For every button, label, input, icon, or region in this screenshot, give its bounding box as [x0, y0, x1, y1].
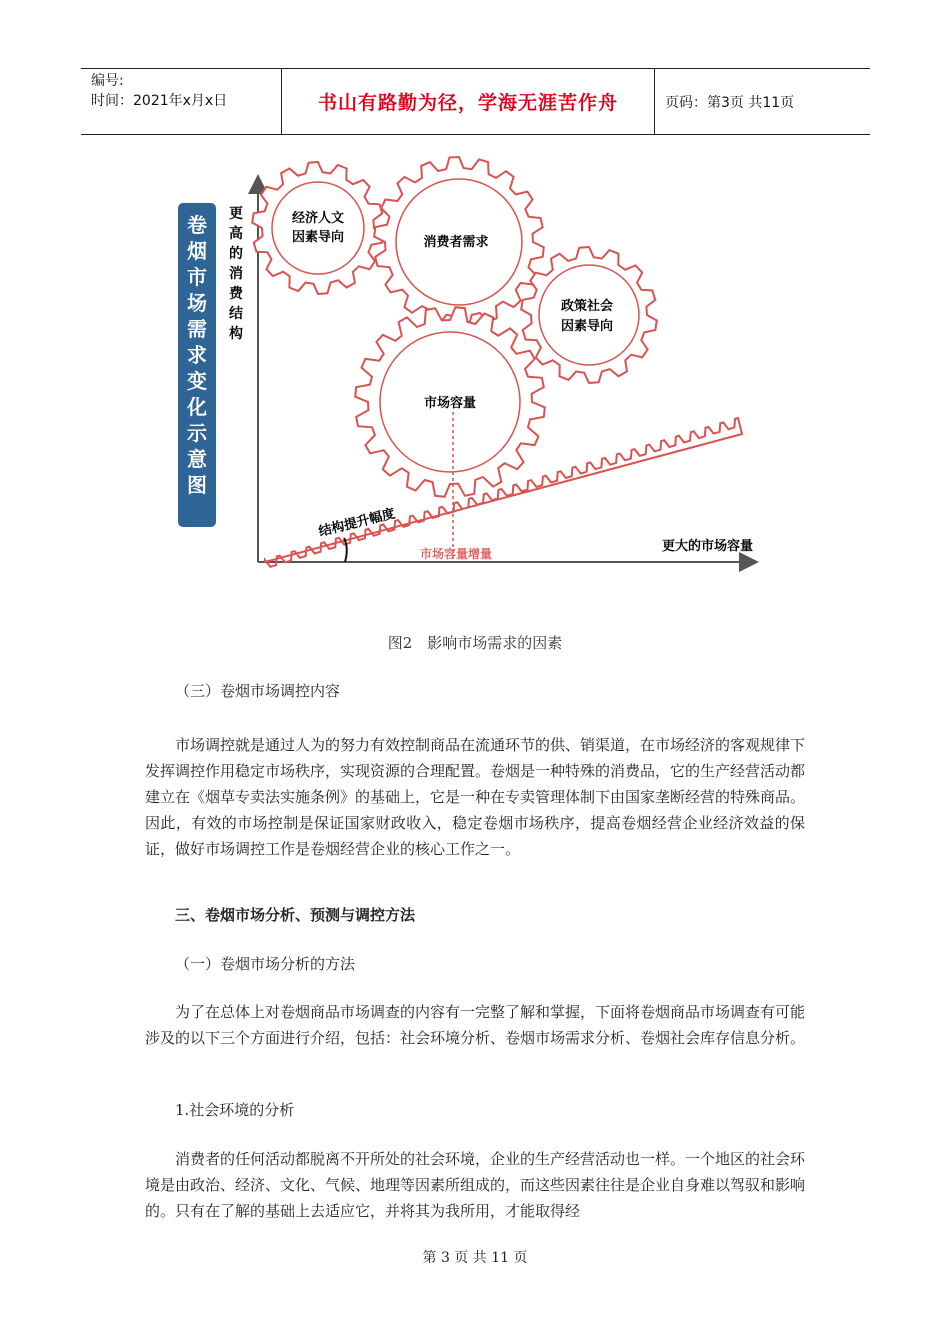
paragraph-analysis-intro: 为了在总体上对卷烟商品市场调查的内容有一完整了解和掌握，下面将卷烟商品市场调查有可能涉及的以下三个方面进行介绍，包括：社会环境分析、卷烟市场需求分析、卷烟社会库存信息分析。	[145, 1003, 806, 1047]
side-title-char: 示	[187, 421, 207, 445]
side-title-char: 场	[187, 291, 207, 315]
market-demand-diagram	[140, 150, 810, 610]
angle-mark	[344, 538, 347, 562]
side-title-char: 化	[187, 395, 207, 419]
subheading-1: （一）卷烟市场分析的方法	[175, 955, 356, 973]
figure-caption: 图2 影响市场需求的因素	[387, 634, 563, 652]
side-title-char: 需	[187, 317, 207, 341]
header-time: 时间：2021年x月x日	[91, 93, 228, 109]
gear-2-label: 消费者需求	[423, 235, 489, 250]
heading-section-3: 三、卷烟市场分析、预测与调控方法	[175, 906, 416, 924]
subheading-3: （三）卷烟市场调控内容	[175, 682, 341, 700]
gear-policy-social	[521, 247, 657, 383]
y-axis-label-char: 更	[229, 206, 243, 222]
increase-label: 市场容量增量	[420, 547, 493, 561]
header-page-info: 页码：第3页 共11页	[665, 94, 795, 111]
side-title-char: 变	[187, 369, 207, 393]
paragraph-social-environment: 消费者的任何活动都脱离不开所处的社会环境，企业的生产经营活动也一样。一个地区的社会环境是由政治、经济、文化、气候、地理等因素所组成的，而这些因素往往是企业自身难以驾驭和影响的。只有在了解的基础上去适应它，并将其为我所用，才能取得经	[145, 1150, 806, 1220]
y-axis-label-char: 结	[229, 306, 243, 322]
header-meta	[81, 69, 282, 134]
y-axis-label	[229, 206, 244, 342]
header-motto: 书山有路勤为径，学海无涯苦作舟	[282, 69, 655, 134]
document-header	[81, 68, 870, 135]
item-social-environment: 1.社会环境的分析	[175, 1101, 295, 1119]
y-axis-label-char: 高	[229, 226, 243, 242]
gear-4-label: 市场容量	[423, 396, 477, 411]
paragraph-market-control: 市场调控就是通过人为的努力有效控制商品在流通环节的供、销渠道，在市场经济的客观规律下发挥调控作用稳定市场秩序，实现资源的合理配置。卷烟是一种特殊的消费品，它的生产经营活动都建立在《烟草专卖法实施条例》的基础上，它是一种在专卖管理体制下由国家垄断经营的特殊商品。因此，有效的市场控制是保证国家财政收入，稳定卷烟市场秩序，提高卷烟经营企业经济效益的保证，做好市场调控工作是卷烟经营企业的核心工作之一。	[145, 736, 806, 858]
y-axis-label-char: 构	[229, 326, 243, 342]
diagram-svg	[140, 150, 810, 610]
x-axis-label: 更大的市场容量	[662, 539, 754, 554]
ramp-label: 结构提升幅度	[317, 506, 397, 540]
gear-3-line-2: 因素导向	[560, 319, 614, 334]
side-title	[186, 213, 208, 497]
side-title-char: 意	[187, 447, 207, 471]
side-title-char: 烟	[187, 239, 207, 263]
header-number: 编号:	[91, 73, 124, 89]
gear-1-line-1: 经济人文	[291, 211, 345, 226]
side-title-char: 卷	[187, 213, 207, 237]
y-axis-label-char: 费	[229, 286, 243, 302]
y-axis-label-char: 的	[229, 246, 243, 262]
y-axis-label-char: 消	[229, 266, 243, 282]
side-title-char: 图	[187, 473, 207, 497]
page-footer: 第 3 页 共 11 页	[422, 1250, 528, 1266]
side-title-char: 市	[187, 265, 207, 289]
gear-3-line-1: 政策社会	[560, 299, 614, 314]
side-title-char: 求	[187, 343, 207, 367]
gear-1-line-2: 因素导向	[291, 230, 345, 245]
